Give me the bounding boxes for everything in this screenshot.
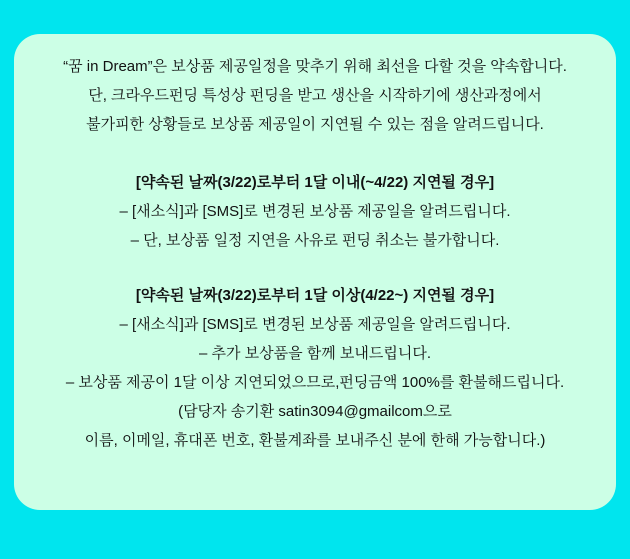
case-1-heading: [약속된 날짜(3/22)로부터 1달 이내(~4/22) 지연될 경우] xyxy=(135,174,495,191)
spacer-1 xyxy=(26,139,604,168)
intro-line-1: “꿈 in Dream”은 보상품 제공일정을 맞추기 위해 최선을 다할 것을 약속합니다. xyxy=(63,58,567,75)
case-2-line-1: – [새소식]과 [SMS]로 변경된 보상품 제공일을 알려드립니다. xyxy=(119,316,511,333)
delivery-delay-notice-card xyxy=(14,34,616,510)
case-2-block xyxy=(26,281,604,455)
case-1-line-1: – [새소식]과 [SMS]로 변경된 보상품 제공일을 알려드립니다. xyxy=(119,203,511,220)
intro-line-3: 불가피한 상황들로 보상품 제공일이 지연될 수 있는 점을 알려드립니다. xyxy=(86,116,544,133)
case-1-block xyxy=(26,168,604,255)
case-2-line-4: (담당자 송기환 satin3094@gmailcom으로 xyxy=(178,403,452,420)
spacer-2 xyxy=(26,255,604,281)
case-2-line-2: – 추가 보상품을 함께 보내드립니다. xyxy=(198,345,432,362)
case-2-heading: [약속된 날짜(3/22)로부터 1달 이상(4/22~) 지연될 경우] xyxy=(135,287,495,304)
case-1-line-2: – 단, 보상품 일정 지연을 사유로 펀딩 취소는 불가합니다. xyxy=(130,232,500,249)
intro-block xyxy=(26,52,604,139)
case-2-line-5: 이름, 이메일, 휴대폰 번호, 환불계좌를 보내주신 분에 한해 가능합니다.) xyxy=(84,432,546,449)
case-2-line-3: – 보상품 제공이 1달 이상 지연되었으므로,펀딩금액 100%를 환불해드립니다. xyxy=(65,374,565,391)
intro-line-2: 단, 크라우드펀딩 특성상 펀딩을 받고 생산을 시작하기에 생산과정에서 xyxy=(88,87,542,104)
